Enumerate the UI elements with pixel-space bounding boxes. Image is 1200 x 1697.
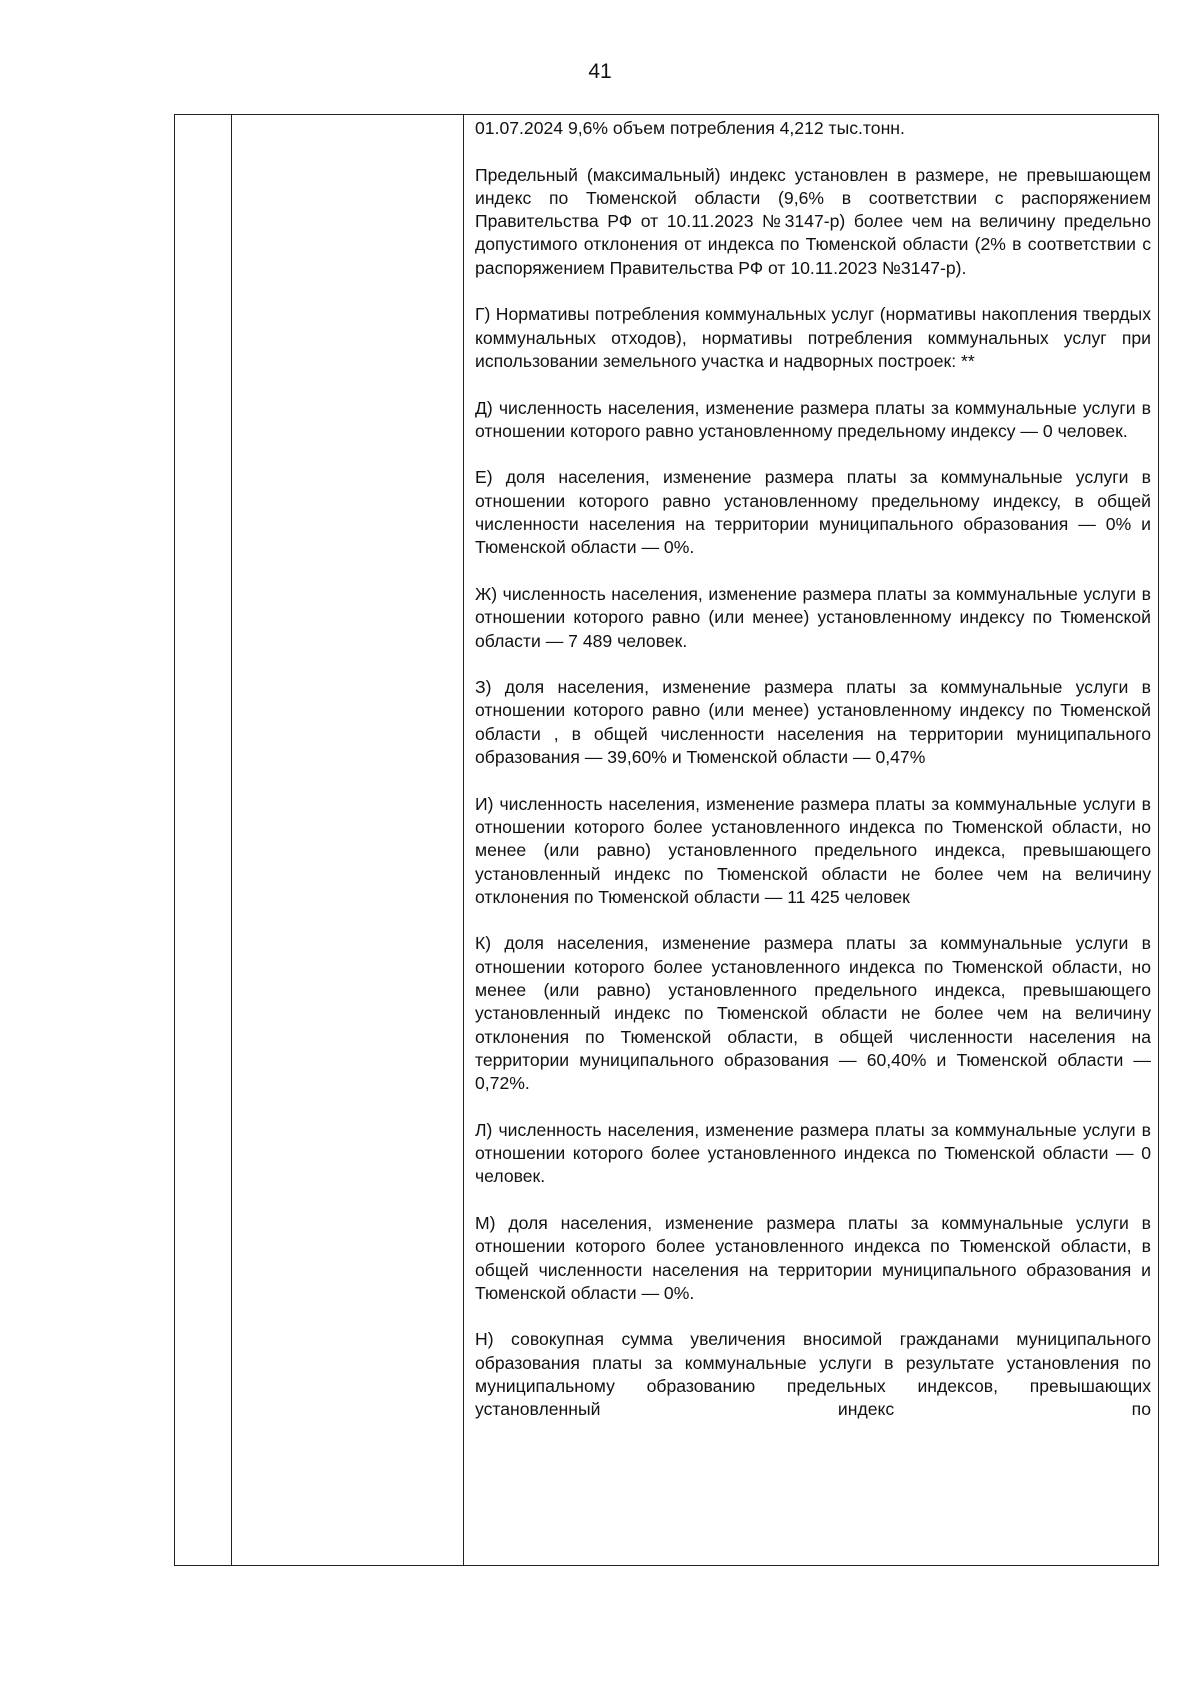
document-table [174, 114, 1159, 1566]
paragraph-l-population: Л) численность населения, изменение размера платы за коммунальные услуги в отношении которого более установленного индекса по Тюменской области — 0 человек. [475, 1119, 1151, 1187]
paragraph-g-norms: Г) Нормативы потребления коммунальных услуг (нормативы накопления твердых коммунальных отходов), нормативы потребления коммунальных услуг при использовании земельного участка и надворных построек: ** [475, 304, 1151, 371]
paragraph-d-population: Д) численность населения, изменение размера платы за коммунальные услуги в отношении которого равно установленному предельному индексу — 0 человек. [475, 397, 1151, 441]
paragraph-m-share: М) доля населения, изменение размера платы за коммунальные услуги в отношении которого более установленного индекса по Тюменской области, в общей численности населения на территории муниципального образования и Тюменской области — 0%. [475, 1212, 1151, 1303]
paragraph-n-total-sum: Н) совокупная сумма увеличения вносимой гражданами муниципального образования платы за коммунальные услуги в результате установления по муниципальному образованию предельных индексов, превышающих установленный индекс по [475, 1329, 1151, 1420]
table-column-divider [231, 115, 232, 1565]
paragraph-consumption-volume: 01.07.2024 9,6% объем потребления 4,212 тыс.тонн. [475, 118, 905, 138]
paragraph-zh-population: Ж) численность населения, изменение размера платы за коммунальные услуги в отношении которого равно (или менее) установленному индексу по Тюменской области — 7 489 человек. [475, 583, 1151, 651]
table-text-cell [475, 117, 1151, 1565]
paragraph-e-share: Е) доля населения, изменение размера платы за коммунальные услуги в отношении которого равно установленному предельному индексу, в общей численности населения на территории муниципального образования — 0% и Тюменской области — 0%. [475, 467, 1151, 558]
paragraph-k-share: К) доля населения, изменение размера платы за коммунальные услуги в отношении которого более установленного индекса по Тюменской области, но менее (или равно) установленного предельного индекса, превышающего установленный индекс по Тюменской области не более чем на величину отклонения по Тюменской области, в общей численности населения на территории муниципального образования — 60,40% и Тюменской области — 0,72%. [475, 933, 1151, 1094]
paragraph-i-population: И) численность населения, изменение размера платы за коммунальные услуги в отношении которого более установленного индекса по Тюменской области, но менее (или равно) установленного предельного индекса, превышающего установленный индекс по Тюменской области не более чем на величину отклонения по Тюменской области — 11 425 человек [475, 793, 1151, 907]
page-number: 41 [588, 60, 612, 83]
paragraph-z-share: З) доля населения, изменение размера платы за коммунальные услуги в отношении которого равно (или менее) установленному индексу по Тюменской области , в общей численности населения на территории муниципального образования — 39,60% и Тюменской области — 0,47% [475, 677, 1151, 768]
table-column-divider [463, 115, 464, 1565]
paragraph-max-index: Предельный (максимальный) индекс установлен в размере, не превышающем индекс по Тюменской области (9,6% в соответствии с распоряжением Правительства РФ от 10.11.2023 №3147-р) более чем на величину предельно допустимого отклонения от индекса по Тюменской области (2% в соответствии с распоряжением Правительства РФ от 10.11.2023 №3147-р). [475, 164, 1151, 278]
